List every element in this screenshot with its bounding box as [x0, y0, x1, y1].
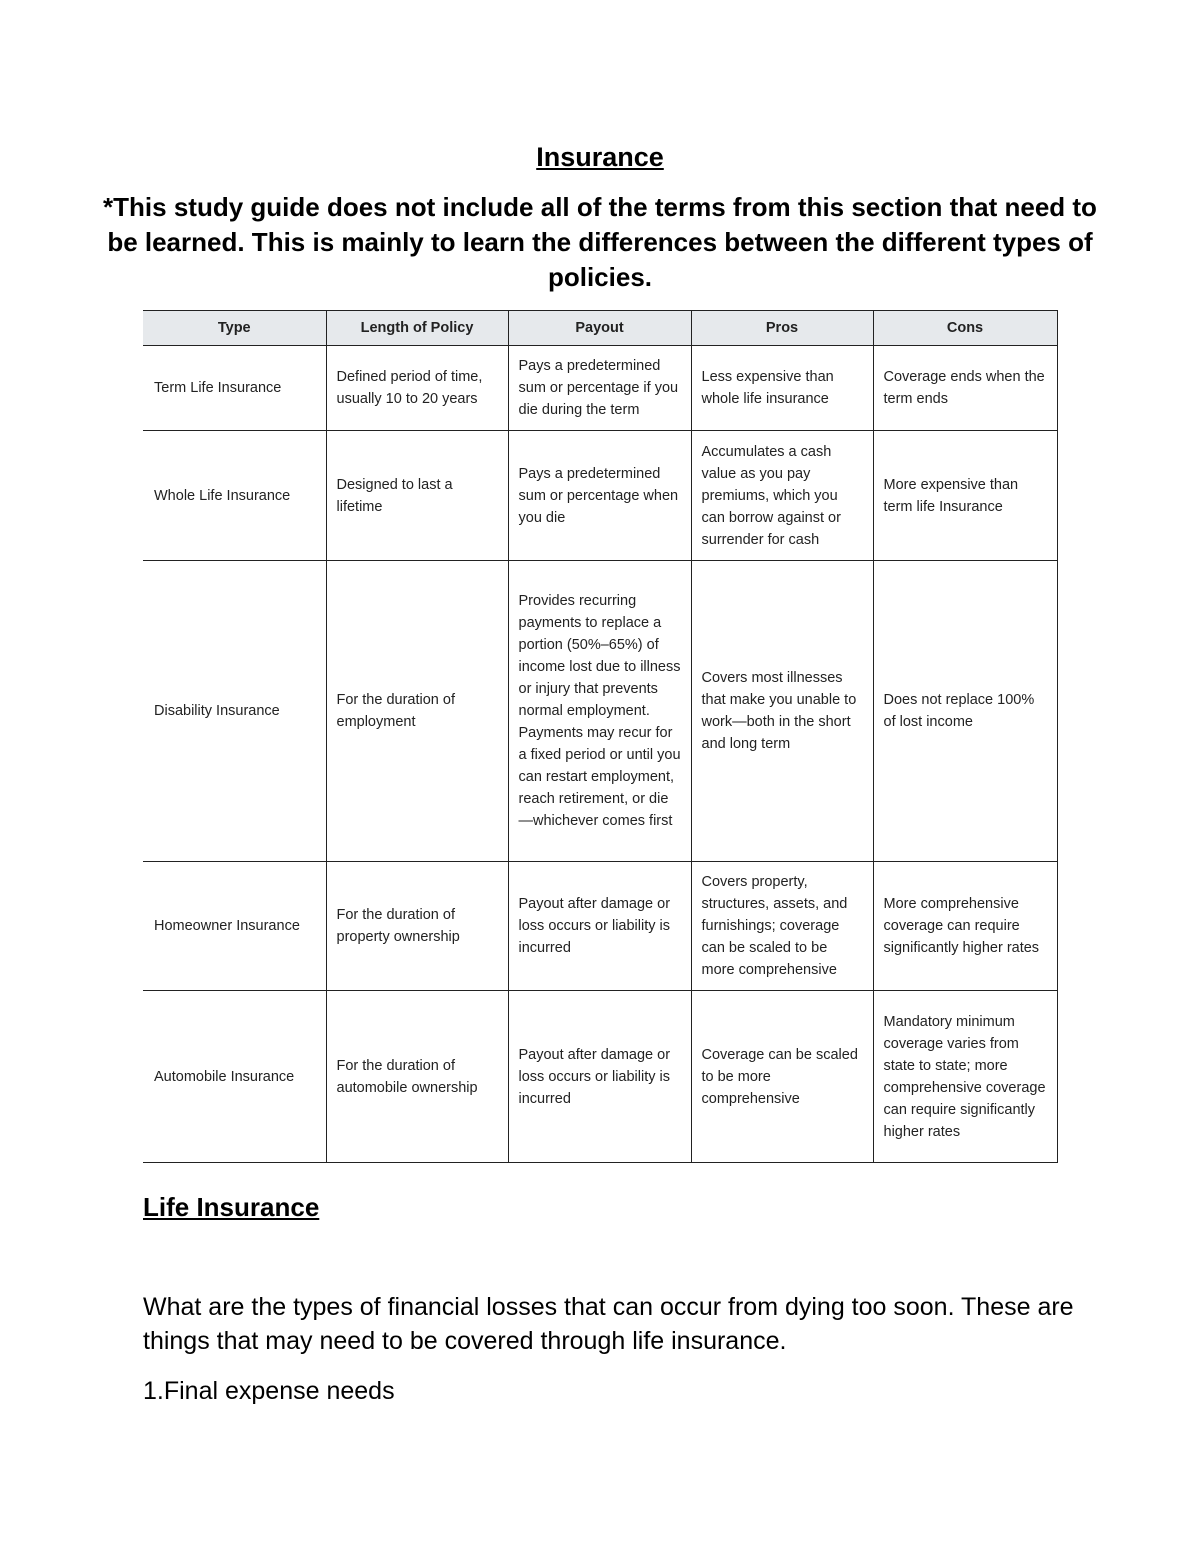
cell-cons: Coverage ends when the term ends [873, 346, 1057, 431]
study-guide-note: *This study guide does not include all of the terms from this section that need to be learned. This is mainly to learn the differences between the different types of policies. [103, 192, 1097, 292]
header-pros: Pros [691, 311, 873, 346]
table-header-row [143, 311, 1057, 346]
header-payout: Payout [508, 311, 691, 346]
section-question: What are the types of financial losses that can occur from dying too soon. These are things that may need to be covered through life insurance. [143, 1293, 1074, 1355]
table-row-disability [143, 561, 1057, 862]
cell-cons: Mandatory minimum coverage varies from state to state; more comprehensive coverage can require significantly higher rates [873, 991, 1057, 1163]
cell-type: Disability Insurance [143, 561, 326, 862]
cell-cons: More comprehensive coverage can require significantly higher rates [873, 862, 1057, 991]
cell-length: For the duration of property ownership [326, 862, 508, 991]
cell-length: For the duration of automobile ownership [326, 991, 508, 1163]
cell-payout: Payout after damage or loss occurs or liability is incurred [508, 862, 691, 991]
cell-length: For the duration of employment [326, 561, 508, 862]
header-length-of-policy: Length of Policy [326, 311, 508, 346]
table-row-term-life [143, 346, 1057, 431]
cell-payout: Provides recurring payments to replace a portion (50%–65%) of income lost due to illness or injury that prevents normal employment. Payments may recur for a fixed period or until you can restart employment, reach retirement, or die—whichever comes first [508, 561, 691, 862]
cell-pros: Less expensive than whole life insurance [691, 346, 873, 431]
cell-type: Term Life Insurance [143, 346, 326, 431]
cell-cons: Does not replace 100% of lost income [873, 561, 1057, 862]
cell-pros: Covers most illnesses that make you unable to work—both in the short and long term [691, 561, 873, 862]
cell-type: Homeowner Insurance [143, 862, 326, 991]
cell-payout: Pays a predetermined sum or percentage if you die during the term [508, 346, 691, 431]
cell-type: Whole Life Insurance [143, 431, 326, 561]
table-row-whole-life [143, 431, 1057, 561]
header-type: Type [143, 311, 326, 346]
table-row-automobile [143, 991, 1057, 1163]
cell-pros: Coverage can be scaled to be more comprehensive [691, 991, 873, 1163]
cell-payout: Payout after damage or loss occurs or liability is incurred [508, 991, 691, 1163]
header-cons: Cons [873, 311, 1057, 346]
cell-length: Designed to last a lifetime [326, 431, 508, 561]
table-row-homeowner [143, 862, 1057, 991]
section-heading-life-insurance: Life Insurance [143, 1192, 320, 1222]
cell-pros: Covers property, structures, assets, and furnishings; coverage can be scaled to be more comprehensive [691, 862, 873, 991]
cell-payout: Pays a predetermined sum or percentage when you die [508, 431, 691, 561]
cell-type: Automobile Insurance [143, 991, 326, 1163]
list-item: 1.Final expense needs [143, 1377, 395, 1405]
cell-length: Defined period of time, usually 10 to 20 years [326, 346, 508, 431]
cell-pros: Accumulates a cash value as you pay premiums, which you can borrow against or surrender for cash [691, 431, 873, 561]
insurance-comparison-table [143, 310, 1058, 1163]
document-title: Insurance [536, 142, 664, 172]
cell-cons: More expensive than term life Insurance [873, 431, 1057, 561]
